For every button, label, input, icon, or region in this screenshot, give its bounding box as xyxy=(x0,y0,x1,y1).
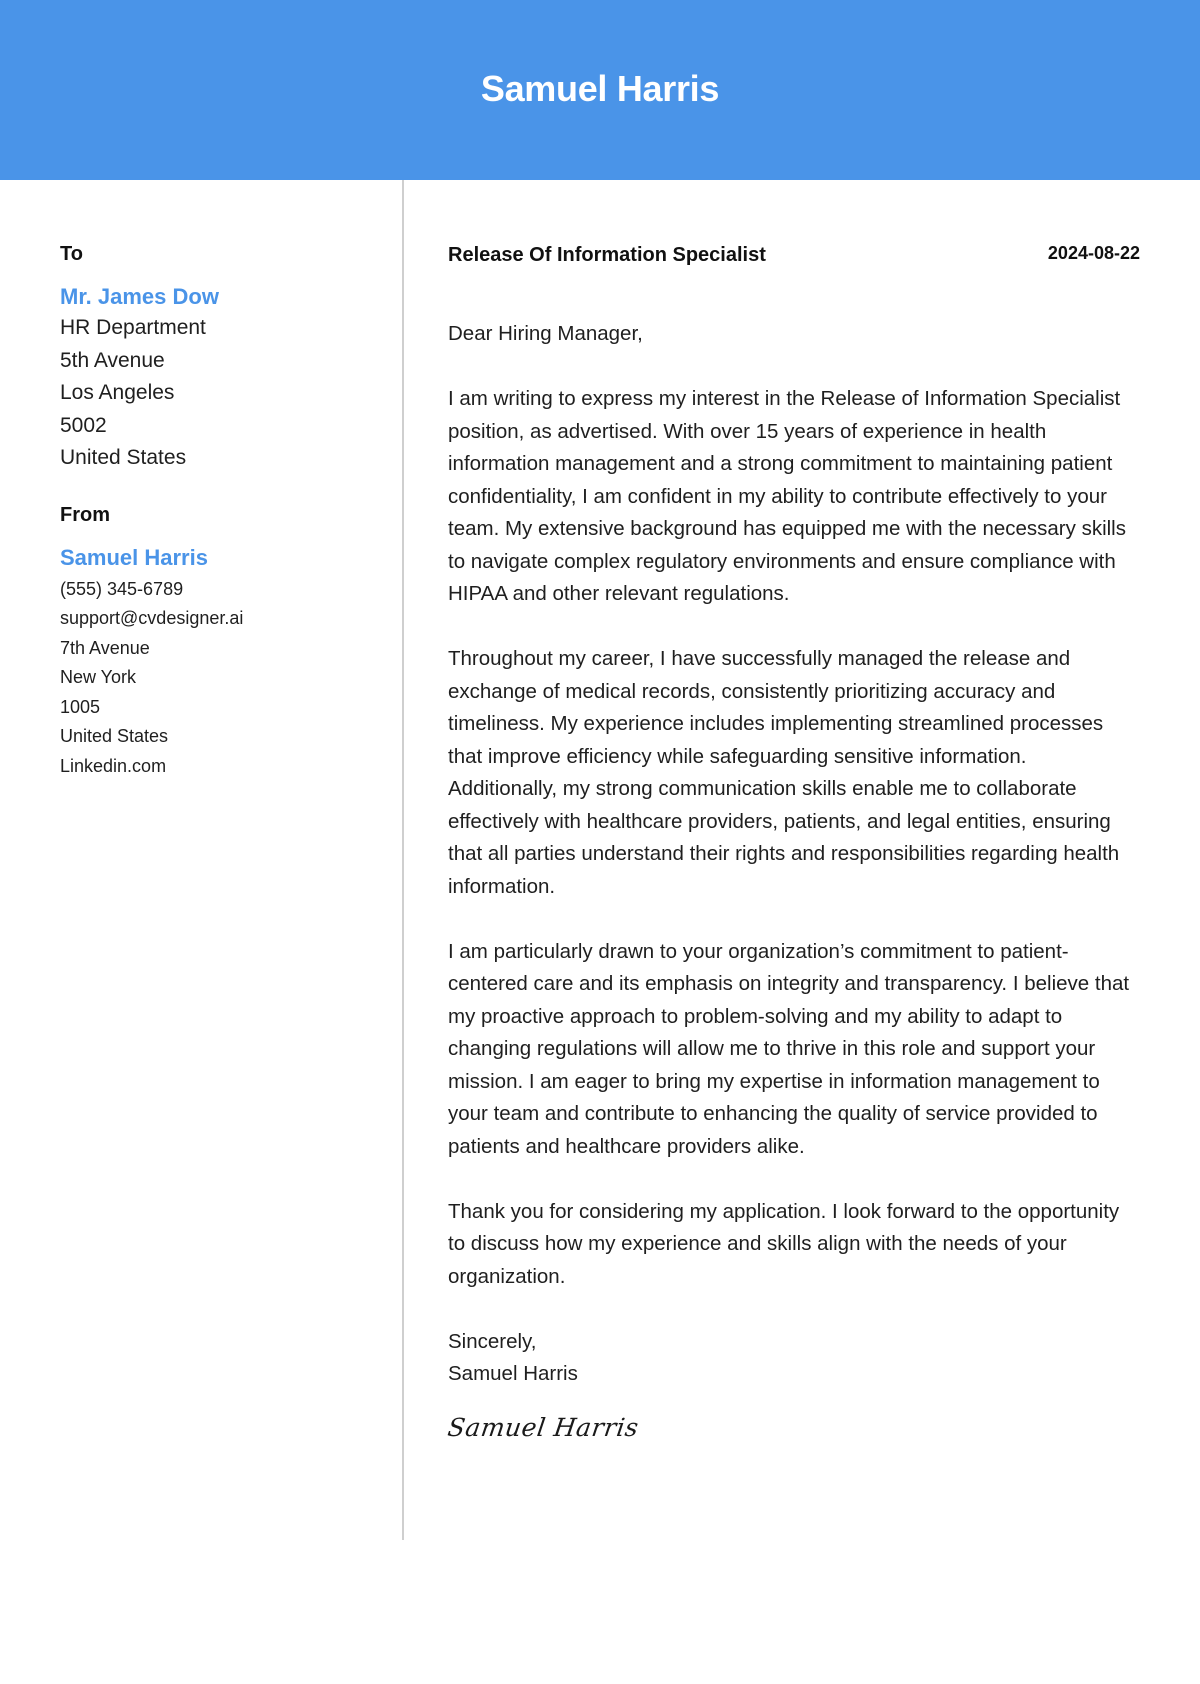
applicant-name: Samuel Harris xyxy=(480,68,720,109)
recipient-name: Mr. James Dow xyxy=(60,284,219,309)
recipient-city: Los Angeles xyxy=(60,381,175,404)
job-title: Release Of Information Specialist xyxy=(448,244,766,266)
letter-body xyxy=(445,240,1140,1442)
sender-phone: (555) 345-6789 xyxy=(60,578,184,599)
closing-block xyxy=(448,1326,1140,1391)
header-banner xyxy=(0,0,1200,180)
sender-contact xyxy=(60,575,380,782)
sender-street: 7th Avenue xyxy=(60,637,150,658)
signature: Samuel Harris xyxy=(445,1412,641,1442)
recipient-street: 5th Avenue xyxy=(60,348,165,372)
letter-date: 2024-08-22 xyxy=(1047,243,1140,263)
column-divider xyxy=(402,180,404,1540)
sender-country: United States xyxy=(60,726,169,746)
closing-name: Samuel Harris xyxy=(448,1362,578,1385)
salutation: Dear Hiring Manager, xyxy=(448,322,643,345)
recipient-country: United States xyxy=(60,446,187,469)
paragraph-thanks: Thank you for considering my application. I look forward to the opportunity to discuss how my experience and skills align with the needs of your organization. xyxy=(448,1199,1120,1288)
sidebar xyxy=(60,240,380,781)
sender-email: support@cvdesigner.ai xyxy=(60,608,244,628)
to-label: To xyxy=(60,243,83,265)
paragraph-motivation: I am particularly drawn to your organization’s commitment to patient-centered care and its emphasis on integrity and transparency. I believe that my proactive approach to problem-solving and my ability to adapt to changing regulations will allow me to thrive in this role and support your mission. I am eager to bring my expertise in information management to your team and contribute to enhancing the quality of service provided to patients and healthcare providers alike. xyxy=(448,939,1130,1158)
sender-linkedin: Linkedin.com xyxy=(60,755,167,776)
letter-heading xyxy=(448,240,1140,270)
from-label: From xyxy=(60,503,110,526)
sender-postal-code: 1005 xyxy=(60,696,101,717)
recipient-postal-code: 5002 xyxy=(60,413,107,437)
sender-name: Samuel Harris xyxy=(60,544,208,570)
closing: Sincerely, xyxy=(448,1329,537,1353)
paragraph-intro: I am writing to express my interest in the Release of Information Specialist position, as advertised. With over 15 years of experience in health information management and a strong commitment to maintaining patient confidentiality, I am confident in my ability to contribute effectively to your team. My extensive background has equipped me with the necessary skills to navigate complex regulatory environments and ensure compliance with HIPAA and other relevant regulations. xyxy=(448,387,1126,605)
paragraph-experience: Throughout my career, I have successfully managed the release and exchange of medical records, consistently prioritizing accuracy and timeliness. My experience includes implementing streamlined processes that improve efficiency while safeguarding sensitive information. Additionally, my strong communication skills enable me to collaborate effectively with healthcare providers, patients, and legal entities, ensuring that all parties understand their rights and responsibilities regarding health information. xyxy=(448,647,1120,898)
recipient-address xyxy=(60,312,380,475)
sender-city: New York xyxy=(60,667,137,687)
recipient-department: HR Department xyxy=(60,316,206,339)
